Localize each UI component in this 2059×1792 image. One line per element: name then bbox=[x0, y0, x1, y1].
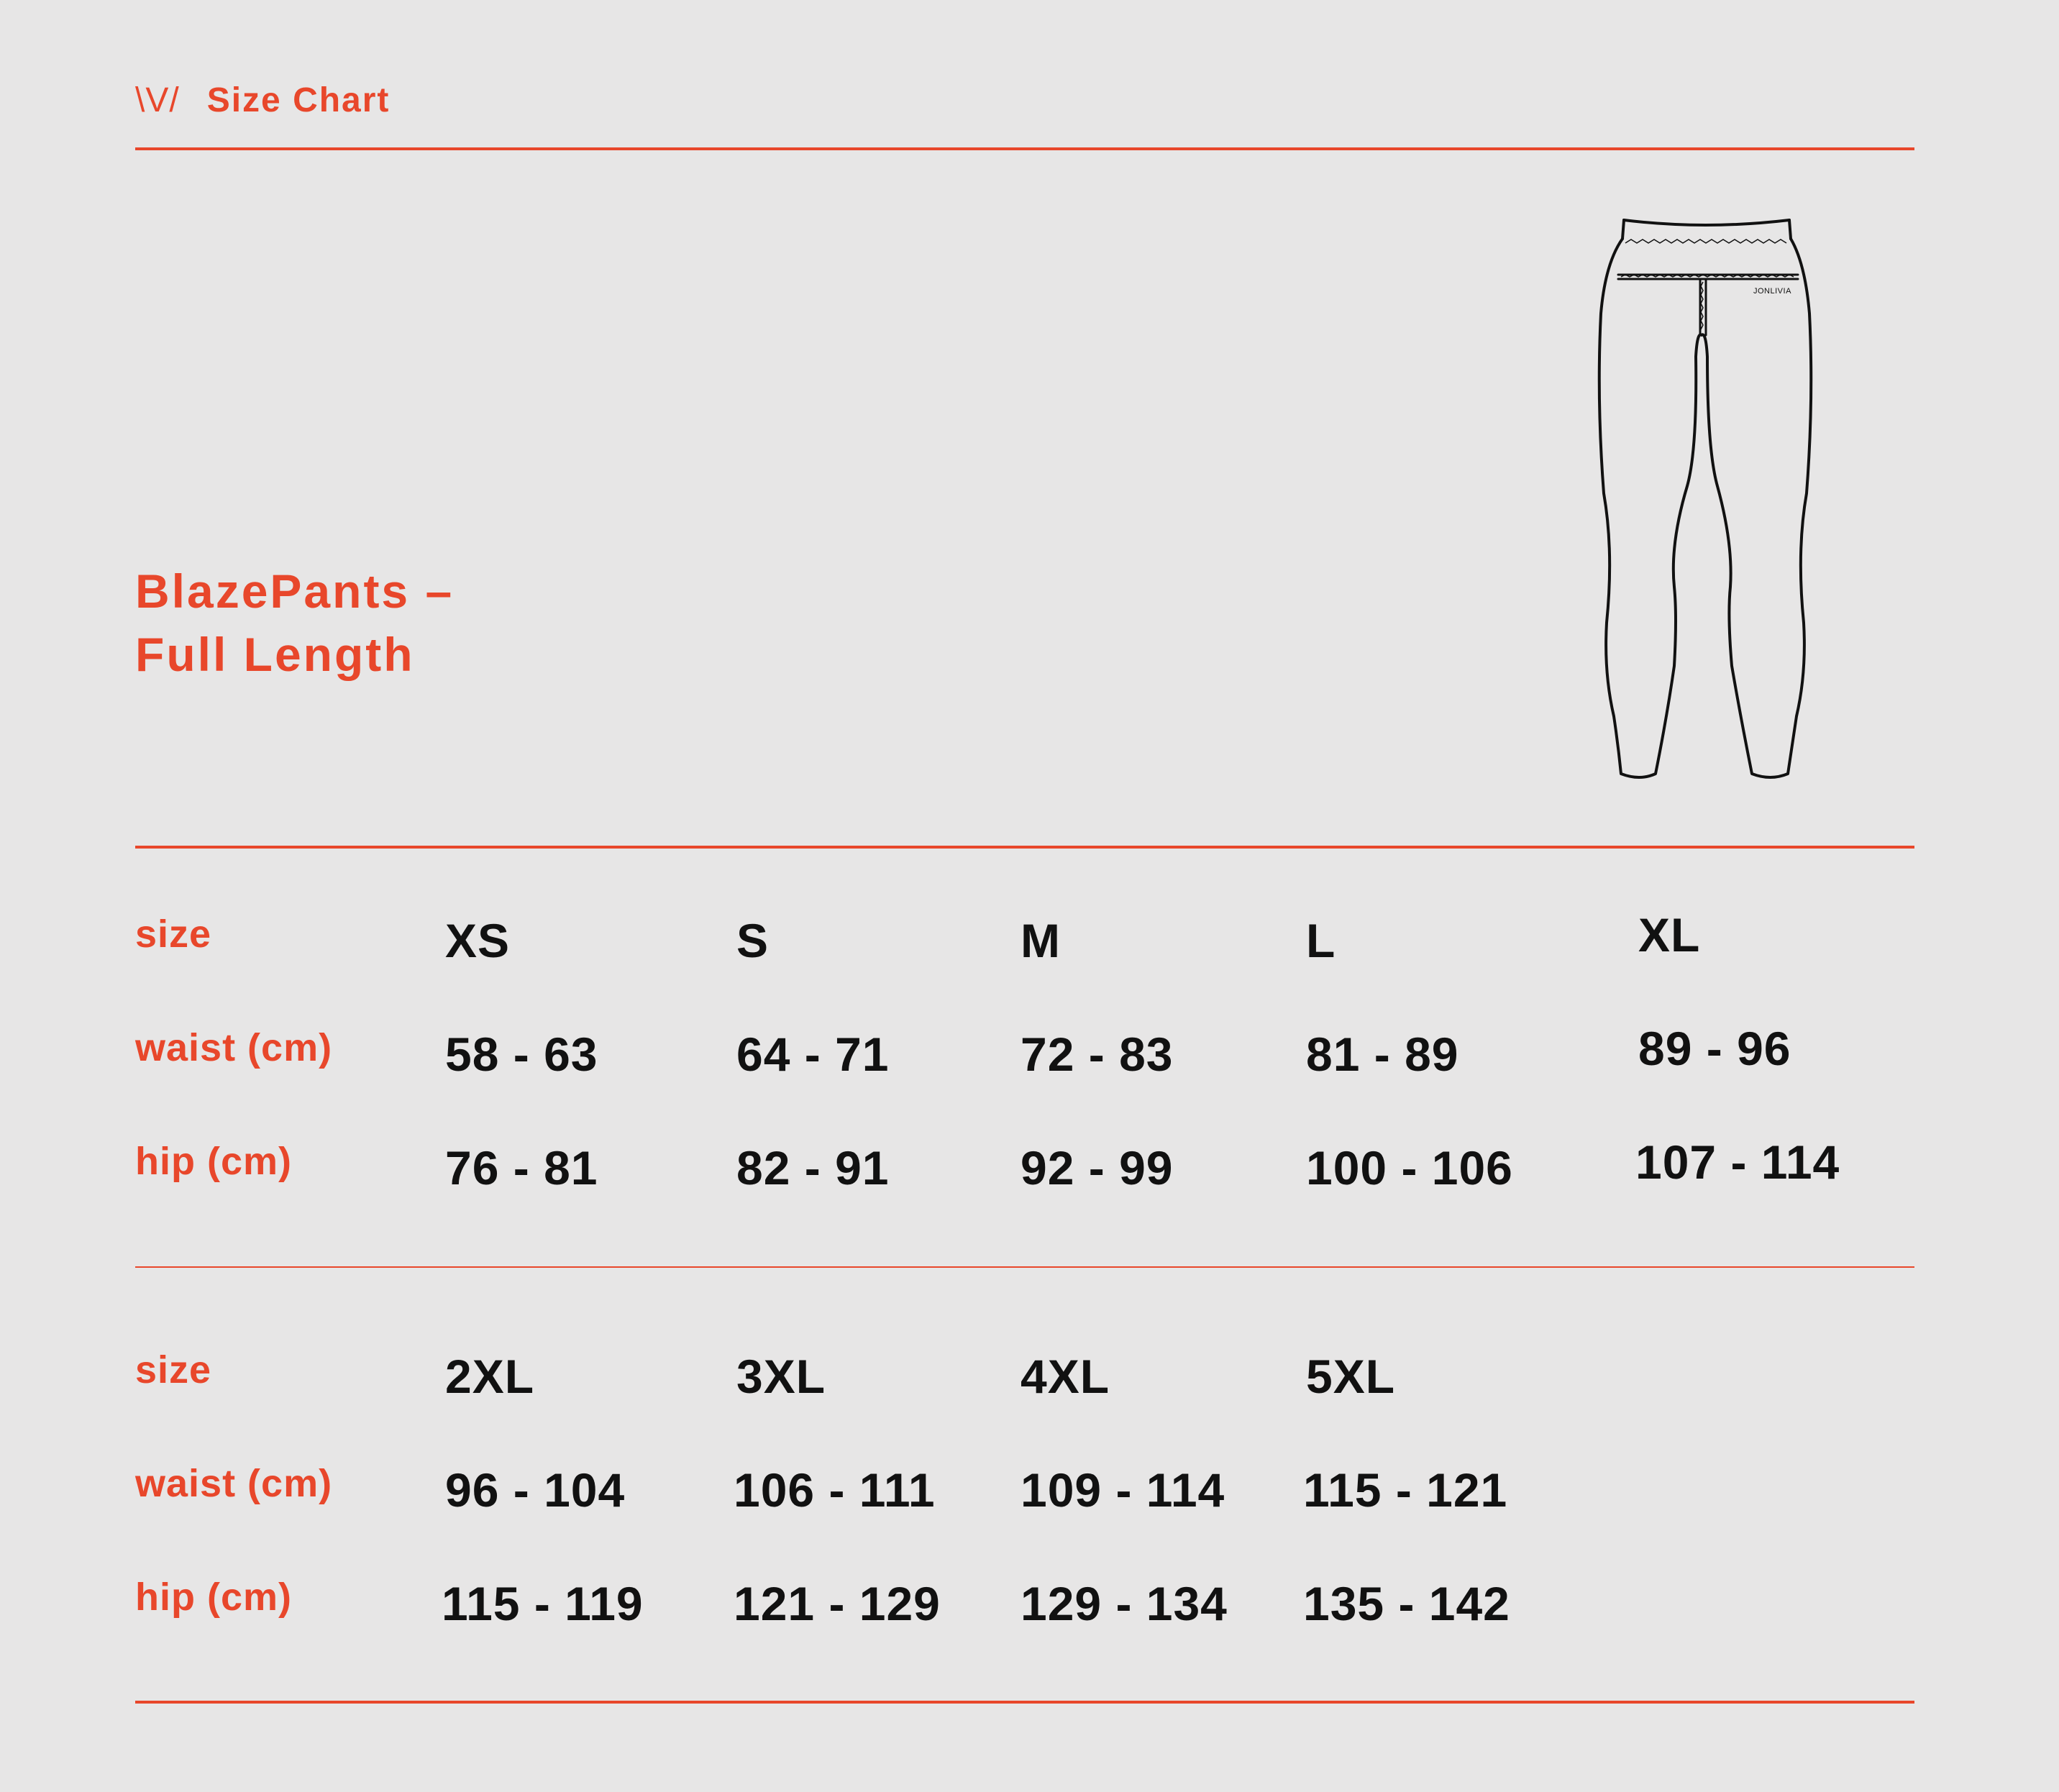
table-row bbox=[135, 908, 1914, 969]
waist-cell: 89 - 96 bbox=[1638, 1022, 1791, 1075]
product-title-line-1: BlazePants – bbox=[135, 564, 455, 618]
hip-cell: 121 - 129 bbox=[734, 1577, 941, 1630]
waist-cell: 72 - 83 bbox=[1021, 1028, 1174, 1081]
page-header bbox=[135, 81, 390, 120]
leggings-illustration bbox=[1589, 213, 1822, 781]
row-label-hip: hip (cm) bbox=[135, 1576, 292, 1619]
section-divider-bottom bbox=[135, 1701, 1914, 1704]
size-cell: L bbox=[1306, 914, 1336, 967]
table-row bbox=[135, 1135, 1914, 1197]
header-divider bbox=[135, 147, 1914, 150]
row-label-hip: hip (cm) bbox=[135, 1140, 292, 1183]
waist-cell: 115 - 121 bbox=[1303, 1463, 1508, 1517]
size-cell: 4XL bbox=[1021, 1350, 1110, 1403]
size-cell: S bbox=[736, 914, 770, 967]
hip-cell: 82 - 91 bbox=[736, 1141, 890, 1194]
waist-cell: 109 - 114 bbox=[1021, 1463, 1225, 1517]
waist-cell: 81 - 89 bbox=[1306, 1028, 1459, 1081]
hip-cell: 135 - 142 bbox=[1303, 1577, 1510, 1630]
hip-cell: 115 - 119 bbox=[442, 1577, 644, 1630]
waist-cell: 64 - 71 bbox=[736, 1028, 890, 1081]
table-row bbox=[135, 1575, 1914, 1632]
waist-cell: 106 - 111 bbox=[734, 1463, 936, 1517]
table-row bbox=[135, 1022, 1914, 1083]
size-cell: M bbox=[1021, 914, 1061, 967]
table-row bbox=[135, 1348, 1914, 1405]
brand-logo: \V/ bbox=[135, 81, 180, 119]
row-label-size: size bbox=[135, 1348, 212, 1391]
hip-cell: 129 - 134 bbox=[1021, 1577, 1228, 1630]
section-divider-middle bbox=[135, 1266, 1914, 1268]
size-cell: XS bbox=[445, 914, 511, 967]
hip-cell: 107 - 114 bbox=[1635, 1135, 1840, 1189]
size-cell: 2XL bbox=[445, 1350, 535, 1403]
hip-cell: 100 - 106 bbox=[1306, 1141, 1513, 1194]
size-cell: 5XL bbox=[1306, 1350, 1396, 1403]
hip-cell: 76 - 81 bbox=[445, 1141, 598, 1194]
illustration-brand-label: JONLIVIA bbox=[1753, 287, 1791, 296]
size-cell: 3XL bbox=[736, 1350, 826, 1403]
row-label-waist: waist (cm) bbox=[135, 1462, 333, 1505]
row-label-waist: waist (cm) bbox=[135, 1026, 333, 1069]
product-title-line-2: Full Length bbox=[135, 628, 415, 681]
product-title bbox=[135, 559, 454, 686]
page-title: Size Chart bbox=[206, 81, 391, 119]
hip-cell: 92 - 99 bbox=[1021, 1141, 1174, 1194]
section-divider-top bbox=[135, 846, 1914, 849]
waist-cell: 96 - 104 bbox=[445, 1463, 626, 1517]
size-cell: XL bbox=[1638, 908, 1701, 961]
row-label-size: size bbox=[135, 913, 212, 956]
waist-cell: 58 - 63 bbox=[445, 1028, 598, 1081]
table-row bbox=[135, 1461, 1914, 1519]
